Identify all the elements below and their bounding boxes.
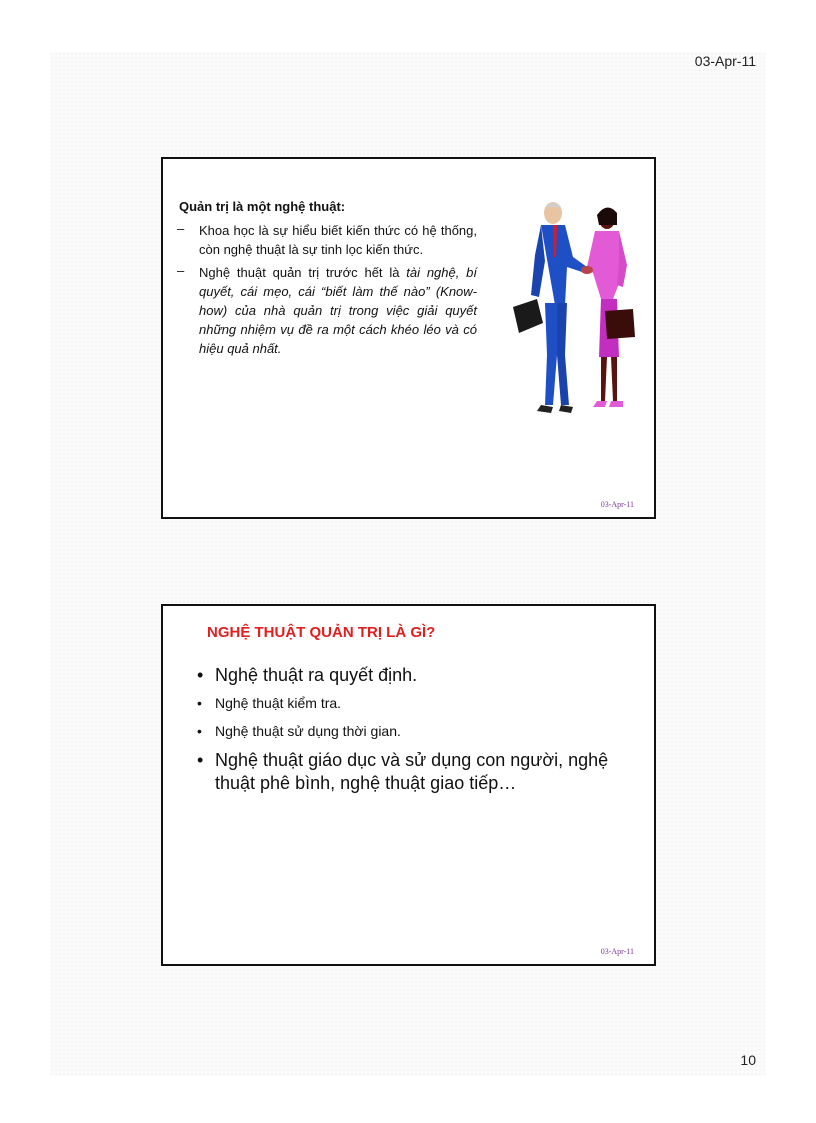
slide-1-item-1-text: Khoa học là sự hiểu biết kiến thức có hệ thống, còn nghệ thuật là sự tinh lọc kiến thức. [199,223,477,257]
slide-2-title: NGHỆ THUẬT QUẢN TRỊ LÀ GÌ? [207,624,436,641]
slide-1-title: Quản trị là một nghệ thuật: [179,199,346,214]
slide-2-item-text: Nghệ thuật ra quyết định. [215,665,418,685]
bullet-marker: • [197,723,202,739]
bullet-marker: • [197,695,202,711]
slide-1-item-2-italic: tài nghệ, bí quyết, cái mẹo, cái “biết làm thế nào” (Know-how) của nhà quản trị trong việc giải quyết những nhiệm vụ đề ra một cách khéo léo và có hiệu quả nhất. [199,265,478,356]
business-handshake-illustration [501,195,641,417]
slide-2-item [197,721,627,741]
header-date: 03-Apr-11 [694,53,756,69]
dash-marker: – [177,263,185,278]
slide-2-item [197,693,627,713]
slide-1 [161,157,656,519]
slide-2-item-text: Nghệ thuật giáo dục và sử dụng con người, nghệ thuật phê bình, nghệ thuật giao tiếp… [215,750,609,793]
page-number: 10 [740,1052,756,1068]
slide-2-item-text: Nghệ thuật kiểm tra. [215,695,342,711]
slide-1-list [177,221,477,362]
slide-1-item-2 [177,263,477,358]
handshake-icon [581,266,593,274]
slide-1-item-2-normal: Nghệ thuật quản trị trước hết là [199,265,407,280]
slide-2-item [197,664,627,687]
slide-2-item-text: Nghệ thuật sử dụng thời gian. [215,723,401,739]
slide-2 [161,604,656,966]
bullet-marker: • [197,665,204,685]
dash-marker: – [177,221,185,236]
man-figure [513,202,587,413]
slide-1-item-1 [177,221,477,259]
slide-1-item-2-text [199,265,477,356]
slide-2-footer-date: 03-Apr-11 [600,947,634,956]
woman-figure [587,207,635,407]
slide-2-list [197,664,627,801]
slide-2-item [197,749,627,795]
slide-1-footer-date: 03-Apr-11 [600,500,634,509]
bullet-marker: • [197,750,204,770]
